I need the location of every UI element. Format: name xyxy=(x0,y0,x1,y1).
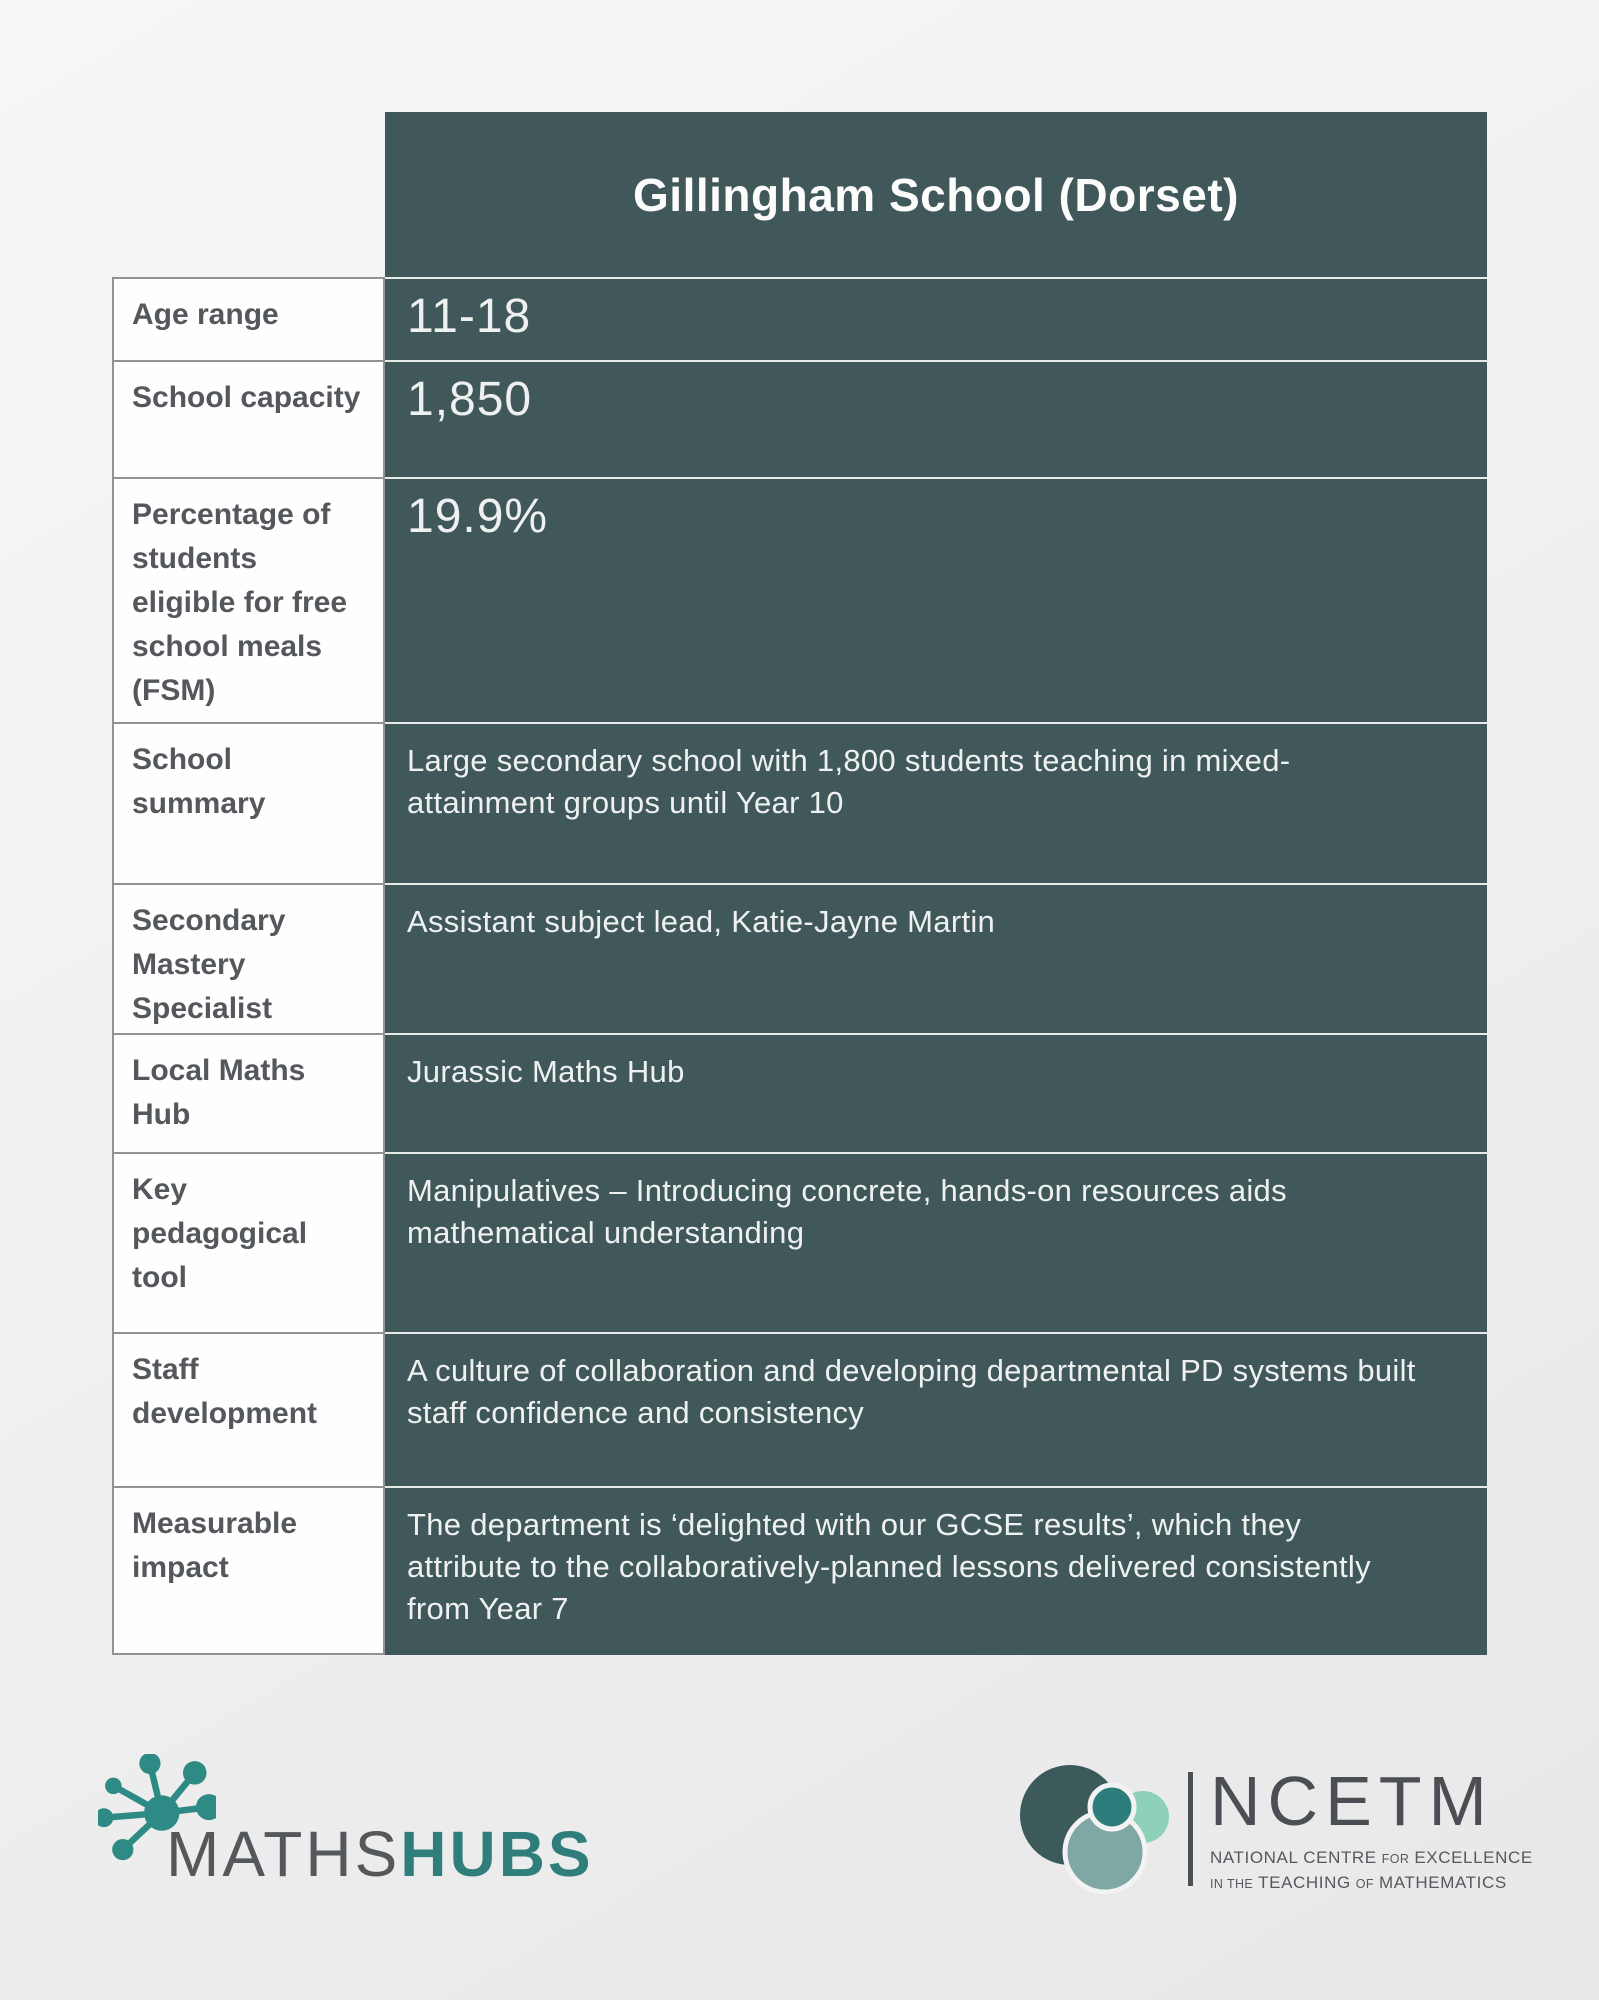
table-row-school-capacity xyxy=(112,360,1487,477)
row-value xyxy=(385,1486,1487,1655)
tagline-text: TEACHING xyxy=(1258,1873,1351,1892)
row-value xyxy=(385,722,1487,883)
row-label-text: Measurable impact xyxy=(132,1507,298,1584)
row-value-text: Manipulatives – Introducing concrete, hands-on resources aids mathematical understanding xyxy=(407,1173,1287,1250)
table-header xyxy=(385,112,1487,277)
row-value xyxy=(385,1332,1487,1486)
row-value xyxy=(385,477,1487,722)
row-label-text: School summary xyxy=(132,743,266,820)
school-title: Gillingham School (Dorset) xyxy=(633,168,1239,221)
row-value-text: A culture of collaboration and developing departmental PD systems built staff confidence and consistency xyxy=(407,1353,1416,1430)
row-label xyxy=(112,722,385,883)
tagline-text: EXCELLENCE xyxy=(1414,1848,1533,1867)
table-row-key-pedagogical-tool xyxy=(112,1152,1487,1332)
tagline-text: IN THE xyxy=(1210,1877,1254,1891)
row-value-text: The department is ‘delighted with our GCSE results’, which they attribute to the collaboratively-planned lessons delivered consistently from Year 7 xyxy=(407,1507,1371,1626)
row-value-text: 1,850 xyxy=(407,373,533,426)
row-label-text: Age range xyxy=(132,298,279,331)
row-value xyxy=(385,360,1487,477)
table-row-school-summary xyxy=(112,722,1487,883)
row-label-text: Staff development xyxy=(132,1353,318,1430)
row-label-text: Secondary Mastery Specialist xyxy=(132,904,286,1025)
row-label xyxy=(112,1486,385,1655)
row-label xyxy=(112,883,385,1033)
row-label-text: Percentage of students eligible for free school meals (FSM) xyxy=(132,498,348,707)
tagline-text: MATHEMATICS xyxy=(1378,1873,1507,1892)
hubs-wordmark-text: HUBS xyxy=(400,1818,594,1890)
row-label xyxy=(112,360,385,477)
table-row-mastery-specialist xyxy=(112,883,1487,1033)
maths-wordmark-text: MATHS xyxy=(166,1818,401,1890)
table-row-local-maths-hub xyxy=(112,1033,1487,1152)
ncetm-tagline-line1 xyxy=(1210,1848,1533,1868)
row-value-text: Large secondary school with 1,800 students teaching in mixed-attainment groups until Year 10 xyxy=(407,743,1291,820)
ncetm-logo-icon xyxy=(1012,1760,1172,1895)
ncetm-wordmark-block xyxy=(1210,1762,1533,1893)
row-value-text: 11-18 xyxy=(407,290,532,343)
ncetm-wordmark-text: NCETM xyxy=(1210,1762,1494,1840)
row-value-text: Jurassic Maths Hub xyxy=(407,1054,685,1089)
table-row-fsm-percentage xyxy=(112,477,1487,722)
row-label xyxy=(112,1332,385,1486)
row-label xyxy=(112,1152,385,1332)
table-row-measurable-impact xyxy=(112,1486,1487,1655)
row-value xyxy=(385,1152,1487,1332)
row-label-text: Local Maths Hub xyxy=(132,1054,306,1131)
row-value-text: Assistant subject lead, Katie-Jayne Martin xyxy=(407,904,996,939)
ncetm-tagline-line2 xyxy=(1210,1873,1510,1893)
tagline-text: OF xyxy=(1355,1877,1374,1891)
table-row-age-range xyxy=(112,277,1487,360)
ncetm-divider-bar xyxy=(1188,1772,1193,1886)
row-value xyxy=(385,277,1487,360)
tagline-text: NATIONAL CENTRE xyxy=(1210,1848,1377,1867)
tagline-text: FOR xyxy=(1381,1852,1410,1866)
row-value xyxy=(385,883,1487,1033)
ncetm-circles-icon xyxy=(1012,1760,1172,1900)
row-label xyxy=(112,1033,385,1152)
row-value xyxy=(385,1033,1487,1152)
row-label xyxy=(112,277,385,360)
school-info-table xyxy=(112,112,1487,1655)
row-label xyxy=(112,477,385,722)
maths-hubs-wordmark xyxy=(166,1818,594,1890)
row-value-text: 19.9% xyxy=(407,490,549,543)
table-row-staff-development xyxy=(112,1332,1487,1486)
row-label-text: Key pedagogical tool xyxy=(132,1173,308,1294)
row-label-text: School capacity xyxy=(132,381,361,414)
